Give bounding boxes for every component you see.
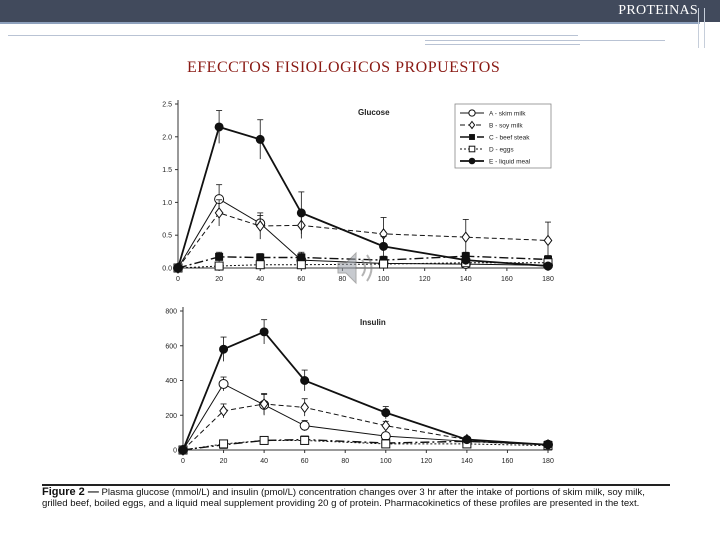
insulin-series-e-liquid-meal-point — [544, 441, 552, 449]
glucose-x-tick-label: 20 — [215, 276, 224, 283]
glucose-legend-label-d-eggs: D - eggs — [489, 146, 514, 154]
glucose-y-tick-label: 1.0 — [162, 199, 172, 207]
glucose-x-tick-label: 120 — [418, 276, 431, 283]
insulin-x-tick-label: 120 — [420, 458, 433, 465]
caption-text: Plasma glucose (mmol/L) and insulin (pmol/L) concentration changes over 3 hr after the intake of portions of skim milk, soy milk, grilled beef, boiled eggs, and a liquid meal supplement providing 20 g of protein. Pharmacokinetics of these profiles are presented in the text. — [42, 487, 645, 509]
insulin-x-tick-label: 80 — [341, 458, 350, 465]
glucose-chart-title: Glucose — [358, 108, 390, 117]
glucose-x-tick-label: 60 — [297, 276, 306, 283]
glucose-x-tick-label: 160 — [501, 276, 513, 283]
caption-rule — [42, 484, 670, 486]
insulin-y-tick-label: 0 — [173, 447, 177, 455]
glucose-series-e-liquid-meal-point — [544, 262, 552, 270]
glucose-series-c-beef-steak-point — [298, 254, 305, 261]
insulin-series-e-liquid-meal-point — [463, 436, 471, 444]
glucose-y-tick-label: 2.0 — [162, 134, 172, 142]
header-title: PROTEINAS — [618, 3, 698, 18]
glucose-series-b-soy-milk-point — [462, 232, 470, 242]
insulin-series-e-liquid-meal-point — [179, 446, 187, 454]
glucose-y-tick-label: 0.5 — [162, 232, 172, 240]
insulin-series-e-liquid-meal-point — [301, 377, 309, 385]
glucose-legend-marker — [469, 146, 475, 152]
insulin-y-tick-label: 200 — [165, 412, 177, 420]
caption-lead: Figure 2 — — [42, 486, 99, 498]
glucose-series-e-liquid-meal-point — [256, 135, 264, 143]
insulin-series-d-eggs-point — [382, 440, 390, 448]
glucose-x-tick-label: 180 — [542, 276, 554, 283]
glucose-legend-marker — [469, 110, 475, 116]
glucose-legend-marker — [470, 135, 475, 140]
insulin-series-e-liquid-meal-point — [260, 328, 268, 336]
glucose-x-tick-label: 40 — [256, 276, 265, 283]
insulin-series-b-soy-milk-point — [301, 402, 309, 412]
glucose-series-e-liquid-meal-point — [174, 264, 182, 272]
insulin-x-tick-label: 20 — [219, 458, 228, 465]
insulin-chart-title: Insulin — [360, 318, 386, 327]
glucose-series-e-liquid-meal-point — [380, 242, 388, 250]
glucose-legend-label-c-beef-steak: C - beef steak — [489, 134, 530, 142]
glucose-y-tick-label: 1.5 — [162, 167, 172, 175]
insulin-x-tick-label: 0 — [181, 458, 185, 465]
glucose-legend-label-e-liquid-meal: E - liquid meal — [489, 158, 531, 166]
insulin-x-tick-label: 160 — [501, 458, 514, 465]
glucose-series-c-beef-steak-point — [257, 254, 264, 261]
insulin-series-a-skim-milk-line — [183, 384, 548, 450]
insulin-series-b-soy-milk-point — [382, 421, 390, 431]
glucose-x-tick-label: 0 — [176, 276, 180, 283]
insulin-x-tick-label: 60 — [300, 458, 309, 465]
glucose-legend-label-a-skim-milk: A - skim milk — [489, 110, 526, 118]
glucose-series-e-liquid-meal-point — [297, 209, 305, 217]
glucose-series-d-eggs-point — [380, 260, 388, 268]
insulin-x-tick-label: 100 — [379, 458, 392, 465]
insulin-y-tick-label: 800 — [165, 308, 177, 316]
glucose-legend-marker — [469, 158, 475, 164]
glucose-x-tick-label: 140 — [459, 276, 472, 283]
insulin-series-e-liquid-meal-point — [220, 345, 228, 353]
figure-caption — [42, 487, 670, 509]
glucose-x-tick-label: 100 — [377, 276, 390, 283]
insulin-series-d-eggs-point — [301, 436, 309, 444]
glucose-x-tick-label: 80 — [338, 276, 347, 283]
glucose-series-e-liquid-meal-point — [462, 256, 470, 264]
glucose-series-c-beef-steak-point — [216, 253, 223, 260]
slide-title: EFECCTOS FISIOLOGICOS PROPUESTOS — [187, 59, 501, 76]
glucose-y-tick-label: 2.5 — [162, 101, 172, 109]
insulin-x-tick-label: 140 — [461, 458, 473, 465]
glucose-series-d-eggs-point — [297, 261, 305, 269]
insulin-x-tick-label: 180 — [542, 458, 554, 465]
glucose-series-d-eggs-point — [215, 262, 223, 270]
insulin-series-b-soy-milk-point — [220, 406, 228, 416]
glucose-series-b-soy-milk-point — [544, 235, 552, 245]
insulin-series-d-eggs-point — [260, 436, 268, 444]
insulin-y-tick-label: 600 — [165, 343, 177, 351]
insulin-x-tick-label: 40 — [260, 458, 269, 465]
insulin-series-e-liquid-meal-point — [382, 409, 390, 417]
glucose-series-d-eggs-point — [256, 261, 264, 269]
glucose-legend-label-b-soy-milk: B - soy milk — [489, 122, 523, 130]
glucose-series-e-liquid-meal-point — [215, 123, 223, 131]
insulin-y-tick-label: 400 — [165, 378, 177, 385]
insulin-series-a-skim-milk-point — [219, 379, 228, 388]
glucose-y-tick-label: 0.0 — [162, 265, 172, 273]
insulin-series-d-eggs-point — [220, 440, 228, 448]
insulin-series-a-skim-milk-point — [300, 421, 309, 430]
